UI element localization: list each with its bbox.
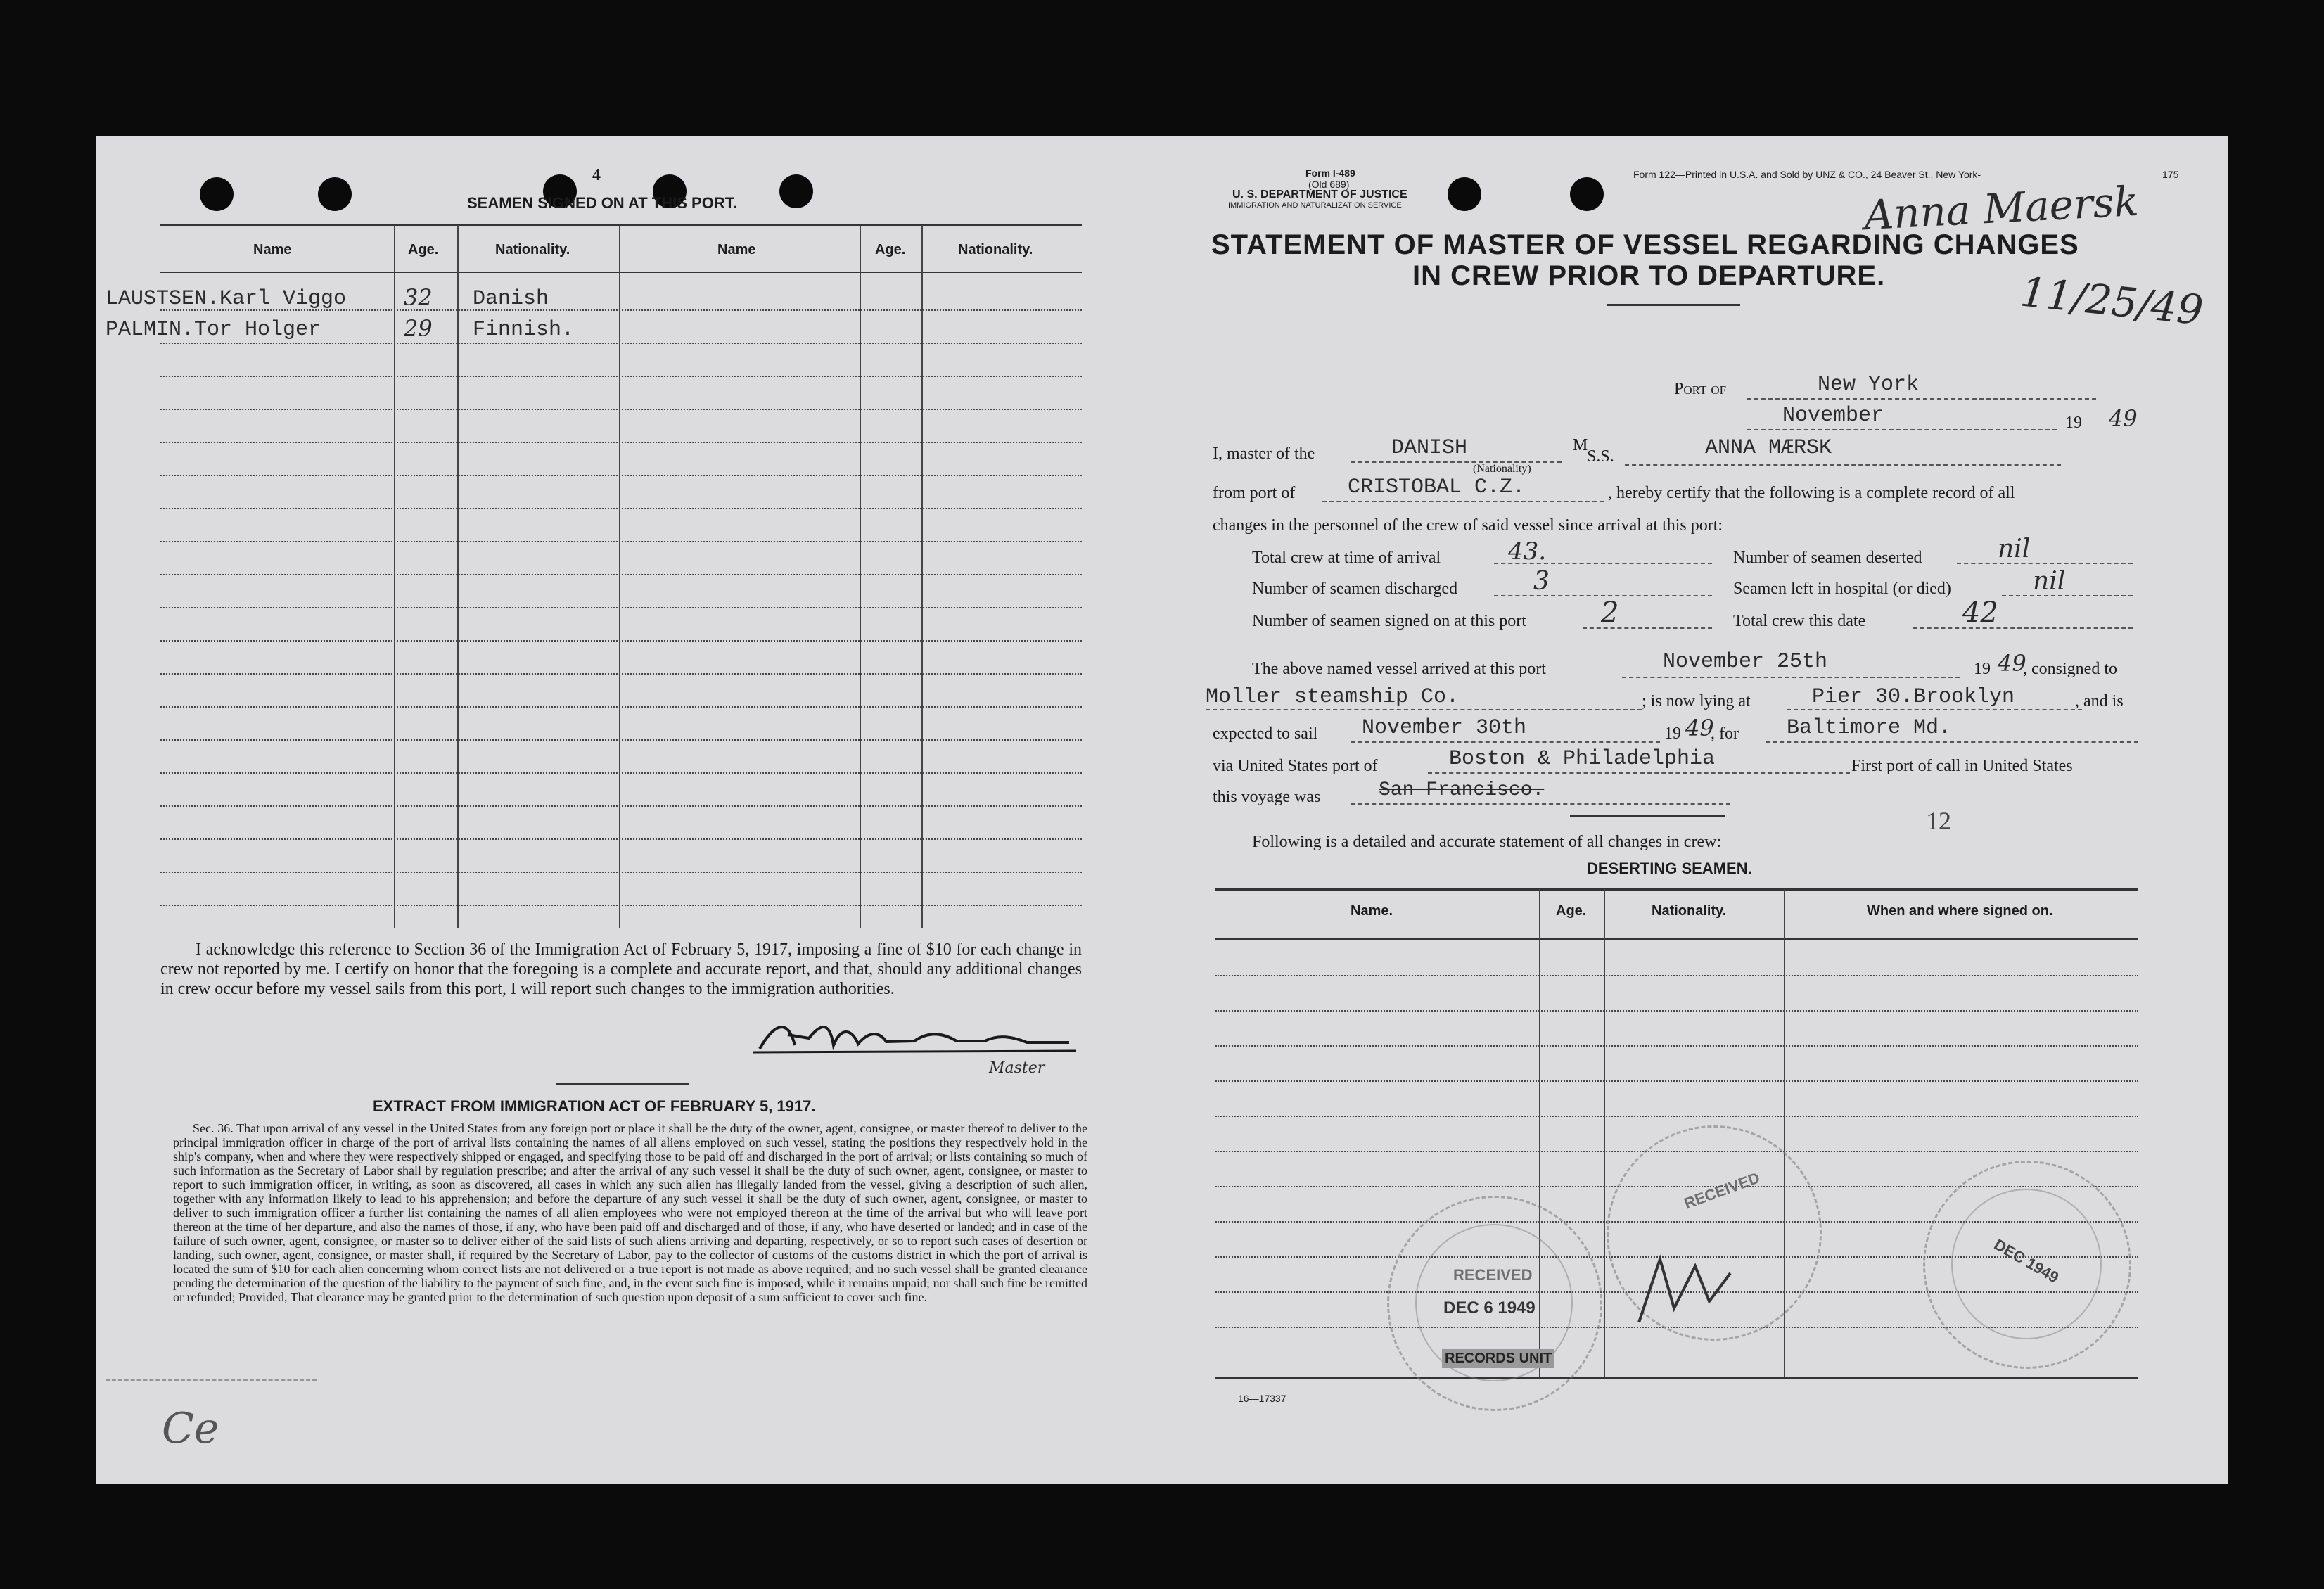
hospital-label: Seamen left in hospital (or died) [1733, 580, 1951, 598]
row-rule [160, 607, 1082, 608]
master-signature [746, 1010, 1083, 1066]
col-header-nationality: Nationality. [958, 242, 1033, 257]
from-port-label: from port of [1213, 484, 1296, 502]
from-port-value: CRISTOBAL C.Z. [1348, 476, 1526, 499]
acknowledgement-text: I acknowledge this reference to Section 36 of the Immigration Act of February 5, 1917, imposing a fine of $10 for each change in crew not reported by me. I certify on honor that the foregoing is a complete and accurate report, and that, should any additional changes in crew occur before my vessel sails from this port, I will report such changes to the immigration authorities. [160, 940, 1082, 998]
discharged-label: Number of seamen discharged [1252, 580, 1458, 598]
row-rule [160, 805, 1082, 807]
col-header-name: Name [253, 242, 292, 257]
row-rule [160, 706, 1082, 708]
row-rule [160, 343, 1082, 344]
via-rule [1428, 772, 1850, 774]
extract-text: Sec. 36. That upon arrival of any vessel in the United States from any foreign port or place it shall be the duty of the owner, agent, consignee, or master thereof to deliver to the principal immigration officer in charge of the port of arrival lists containing the names of all aliens employed on such vessel, stating the positions they respectively hold in the ship's company, when and where they were respectively shipped or engaged, and specifying those to be paid off and discharged in the port of arrival; or lists containing so much of such information as the Secretary of Labor shall by regulation prescribe; and after the arrival of any such vessel it shall be the duty of such owner, agent, consignee, or master to report to such immigration officer, in writing, as soon as discovered, all cases in which any such alien has illegally landed from the vessel, giving a description of such alien, together with any information likely to lead to his apprehension; and before the departure of any such vessel it shall be the duty of such owner, agent, consignee, or master to deliver to such immigration officer a further list containing the names of all alien employees who were not employed thereon at the time of the arrival but who will leave port thereon at the time of her departure, and also the names of those, if any, who have been paid off and discharged and of those, if any, who have deserted or landed; and in case of the failure of such owner, agent, consignee, or master so to deliver either of the said lists of such aliens arriving and departing, respectively, or so to report such cases of desertion or landing, such owner, agent, consignee, or master shall, if required by the Secretary of Labor, pay to the collector of customs of the customs district in which the port of arrival is located the sum of $10 for each alien concerning whom correct lists are not delivered or a true report is not made as above required; and no such vessel shall be granted clearance pending the determination of the question of the liability to the payment of such fine, and, in the event such fine is imposed, while it remains unpaid; nor shall such fine be remitted or refunded; Provided, That clearance may be granted prior to the determination of such question upon deposit of a sum sufficient to cover such fine. [173, 1121, 1087, 1304]
date-rule [1747, 429, 2057, 430]
master-of-label: I, master of the [1213, 445, 1315, 463]
via-value: Boston & Philadelphia [1449, 747, 1716, 771]
for-value: Baltimore Md. [1787, 716, 1952, 740]
for-label: , for [1711, 725, 1739, 743]
signed-on-value: 2 [1601, 596, 1619, 629]
lying-value: Pier 30.Brooklyn [1812, 685, 2015, 709]
row-rule [160, 772, 1082, 774]
row-nationality: Danish [473, 287, 549, 311]
deserted-value: nil [1998, 535, 2031, 563]
col-header-when-where: When and where signed on. [1867, 903, 2053, 919]
col-header-age: Age. [875, 242, 906, 257]
service: IMMIGRATION AND NATURALIZATION SERVICE [1228, 201, 1402, 210]
lying-rule [1787, 709, 2082, 710]
lying-label: ; is now lying at [1642, 692, 1751, 710]
signature-text: AMClausen [788, 1029, 843, 1041]
divider-rule [556, 1083, 689, 1085]
handwritten-ship-name: Anna Maersk [1863, 177, 2140, 240]
voyage-label: this voyage was [1213, 788, 1321, 806]
row-rule [160, 673, 1082, 675]
row-age: 29 [404, 315, 433, 342]
arrived-rule [1622, 677, 1960, 678]
changes-text: changes in the personnel of the crew of said vessel since arrival at this port: [1213, 516, 1723, 535]
col-header-nationality: Nationality. [1652, 903, 1727, 919]
short-rule [1570, 815, 1725, 817]
col-divider [619, 225, 620, 928]
arrived-label: The above named vessel arrived at this port [1252, 660, 1546, 678]
deserted-label: Number of seamen deserted [1733, 549, 1922, 567]
row-rule [1215, 975, 2138, 976]
port-label: Port of [1674, 380, 1727, 398]
page-number: 4 [592, 166, 601, 184]
printer-line: Form 122—Printed in U.S.A. and Sold by UNZ & CO., 24 Beaver St., New York- [1633, 169, 1981, 180]
form-old: (Old 689) [1308, 179, 1350, 190]
discharged-value: 3 [1533, 567, 1550, 596]
row-rule [160, 309, 1082, 311]
port-value: New York [1818, 373, 1920, 397]
year-value: 49 [2109, 405, 2138, 432]
expected-year-prefix: 19 [1664, 725, 1681, 743]
expected-value: November 30th [1362, 716, 1527, 740]
arrived-year: 49 [1998, 650, 2026, 677]
row-rule [1215, 1116, 2138, 1117]
master-label: Master [989, 1059, 1045, 1077]
expected-rule [1351, 741, 1660, 743]
row-rule [160, 475, 1082, 476]
date-value: November [1782, 404, 1884, 428]
voyage-rule [1351, 803, 1730, 805]
deserted-rule [1957, 563, 2133, 564]
vessel-prefix-m: M [1573, 436, 1588, 454]
punch-hole [200, 177, 234, 211]
stamp1-date: DEC 6 1949 [1443, 1298, 1536, 1317]
from-port-rule [1322, 501, 1604, 502]
row-rule [160, 442, 1082, 443]
total-date-rule [1913, 627, 2133, 629]
col-header-nationality: Nationality. [495, 242, 570, 257]
punch-hole [779, 174, 813, 208]
row-rule [160, 376, 1082, 377]
first-port-label: First port of call in United States [1851, 757, 2073, 775]
arrived-year-prefix: 19 [1974, 660, 1991, 678]
voyage-value: San Francisco. [1379, 779, 1545, 801]
punch-hole [1448, 177, 1481, 211]
hospital-value: nil [2033, 567, 2066, 596]
nationality-caption: (Nationality) [1473, 463, 1531, 475]
arrived-value: November 25th [1663, 650, 1828, 674]
row-rule [160, 541, 1082, 542]
row-rule [160, 640, 1082, 642]
row-name: PALMIN.Tor Holger [106, 318, 321, 342]
col-divider [860, 225, 861, 928]
title-underline [1607, 304, 1740, 306]
vessel-name: ANNA MÆRSK [1705, 436, 1832, 460]
for-rule [1766, 741, 2138, 743]
handwritten-date: 11/25/49 [2018, 267, 2206, 335]
stamp2-text: RECEIVED [1681, 1168, 1763, 1213]
row-rule [160, 739, 1082, 741]
row-name: LAUSTSEN.Karl Viggo [106, 287, 347, 311]
clerk-initials: Ce [162, 1404, 219, 1453]
footer-code: 16—17337 [1238, 1393, 1286, 1404]
col-divider [921, 225, 923, 928]
clerk-signature [1632, 1252, 1744, 1336]
vessel-prefix-ss: S.S. [1587, 447, 1614, 466]
row-rule [1215, 1010, 2138, 1012]
total-arrival-value: 43. [1508, 537, 1547, 566]
form-title-line2: IN CREW PRIOR TO DEPARTURE. [1412, 260, 1886, 291]
vessel-rule [1625, 464, 2061, 466]
following-text: Following is a detailed and accurate statement of all changes in crew: [1252, 833, 1722, 851]
col-header-age: Age. [408, 242, 439, 257]
left-table-header-rule [160, 272, 1082, 273]
number-12: 12 [1926, 807, 1951, 835]
stamp1-unit: RECORDS UNIT [1442, 1349, 1554, 1368]
consignee-rule [1206, 709, 1642, 710]
right-table-header-rule [1215, 938, 2138, 940]
row-age: 32 [404, 284, 433, 311]
consigned-label: , consigned to [2023, 660, 2117, 678]
punch-hole [318, 177, 352, 211]
deserting-heading: DESERTING SEAMEN. [1587, 860, 1752, 877]
punch-hole [1570, 177, 1604, 211]
signed-on-label: Number of seamen signed on at this port [1252, 612, 1526, 630]
total-arrival-label: Total crew at time of arrival [1252, 549, 1441, 567]
left-heading: SEAMEN SIGNED ON AT THIS PORT. [467, 194, 737, 212]
port-rule [1747, 398, 2096, 400]
row-rule [160, 409, 1082, 410]
row-rule [160, 872, 1082, 873]
stamp3-date: DEC 1949 [1991, 1235, 2062, 1287]
col-divider [1604, 889, 1605, 1379]
row-rule [1215, 1045, 2138, 1047]
col-header-name: Name. [1351, 903, 1393, 919]
left-table-top [160, 224, 1082, 226]
signed-on-rule [1583, 627, 1712, 629]
certify-text: , hereby certify that the following is a complete record of all [1608, 484, 2015, 502]
total-arrival-rule [1494, 563, 1712, 564]
nationality-value: DANISH [1391, 436, 1468, 460]
total-date-value: 42 [1962, 596, 1998, 629]
row-rule [1215, 1080, 2138, 1082]
total-date-label: Total crew this date [1733, 612, 1866, 630]
expected-year: 49 [1685, 715, 1714, 741]
printer-code: 175 [2162, 169, 2179, 180]
form-title-line1: STATEMENT OF MASTER OF VESSEL REGARDING CHANGES [1211, 229, 2079, 260]
right-table-top [1215, 888, 2138, 891]
expected-label: expected to sail [1213, 725, 1318, 743]
extract-heading: EXTRACT FROM IMMIGRATION ACT OF FEBRUARY 5, 1917. [373, 1097, 816, 1115]
right-table-bottom [1215, 1377, 2138, 1379]
stamp1-text: RECEIVED [1453, 1266, 1533, 1284]
row-rule [160, 838, 1082, 840]
row-rule [160, 508, 1082, 509]
row-nationality: Finnish. [473, 318, 575, 342]
via-label: via United States port of [1213, 757, 1378, 775]
department: U. S. DEPARTMENT OF JUSTICE [1232, 189, 1407, 200]
and-is-label: , and is [2075, 692, 2124, 710]
col-header-name: Name [717, 242, 756, 257]
row-rule [160, 574, 1082, 575]
col-divider [457, 225, 459, 928]
consignee-value: Moller steamship Co. [1206, 685, 1460, 709]
col-divider [394, 225, 395, 928]
row-rule [160, 905, 1082, 906]
hospital-rule [2002, 595, 2133, 596]
col-header-age: Age. [1556, 903, 1587, 919]
year-prefix: 19 [2065, 414, 2082, 432]
form-number: Form I-489 [1305, 167, 1355, 179]
